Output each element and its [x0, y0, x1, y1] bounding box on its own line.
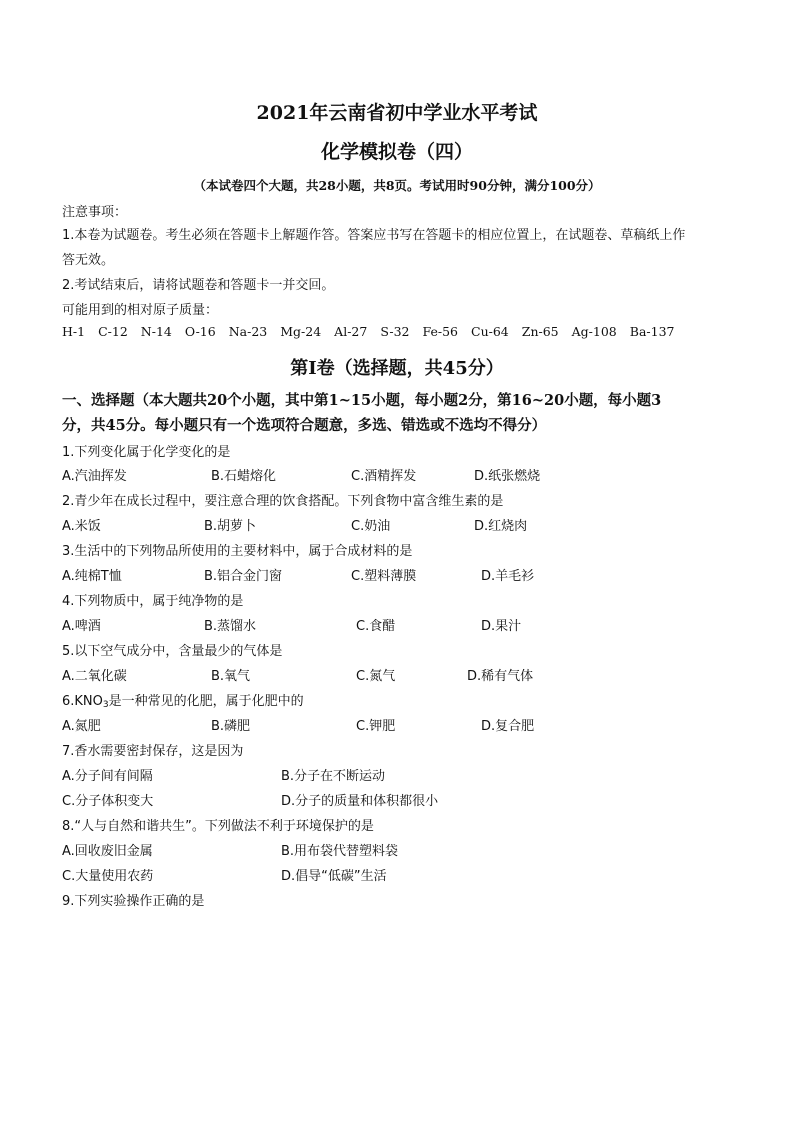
question-1-option-c: C.酒精挥发 — [351, 469, 417, 484]
question-1-option-d: D.纸张燃烧 — [474, 469, 541, 484]
question-6-option-c: C.钾肥 — [356, 719, 396, 734]
note-1-line-1: 1.本卷为试题卷。考生必须在答题卡上解题作答。答案应书写在答题卡的相应位置上，在试题卷、草稿纸上作 — [62, 228, 686, 243]
question-6-stem-formula: 6.KNO — [62, 694, 103, 709]
question-8-option-d: D.倡导“低碳”生活 — [281, 869, 387, 884]
question-8-option-a: A.回收废旧金属 — [62, 844, 153, 859]
question-2-option-c: C.奶油 — [351, 519, 391, 534]
mass-item: Zn-65 — [521, 324, 559, 339]
section-1-instructions-line-1: 一、选择题（本大题共20个小题，其中第1~15小题，每小题2分，第16~20小题，每小题3 — [62, 392, 662, 409]
question-2-stem: 2.青少年在成长过程中，要注意合理的饮食搭配。下列食物中富含维生素的是 — [62, 494, 504, 509]
question-5-option-a: A.二氧化碳 — [62, 669, 127, 684]
question-7-option-d: D.分子的质量和体积都很小 — [281, 794, 439, 809]
question-6-option-b: B.磷肥 — [211, 719, 251, 734]
question-4-option-d: D.果汁 — [481, 619, 522, 634]
notes-heading: 注意事项： — [62, 205, 128, 220]
question-7-stem: 7.香水需要密封保存，这是因为 — [62, 744, 244, 759]
mass-item: O-16 — [184, 324, 216, 339]
note-1-line-2: 答无效。 — [62, 253, 115, 268]
question-5-option-b: B.氧气 — [211, 669, 251, 684]
question-9-stem: 9.下列实验操作正确的是 — [62, 894, 205, 909]
question-8-option-c: C.大量使用农药 — [62, 869, 154, 884]
question-3-option-b: B.铝合金门窗 — [204, 569, 283, 584]
mass-item: C-12 — [98, 324, 128, 339]
mass-item: Ag-108 — [571, 324, 617, 339]
question-1-option-a: A.汽油挥发 — [62, 469, 127, 484]
question-5-option-c: C.氮气 — [356, 669, 396, 684]
atomic-masses — [62, 324, 688, 339]
question-8-option-b: B.用布袋代替塑料袋 — [281, 844, 399, 859]
question-5-stem: 5.以下空气成分中，含量最少的气体是 — [62, 644, 283, 659]
question-3-option-d: D.羊毛衫 — [481, 569, 535, 584]
question-5-option-d: D.稀有气体 — [467, 669, 534, 684]
question-6-option-a: A.氮肥 — [62, 719, 101, 734]
question-3-option-a: A.纯棉T恤 — [62, 569, 122, 584]
question-6-stem-subscript: 3 — [102, 700, 109, 710]
question-7-option-a: A.分子间有间隔 — [62, 769, 153, 784]
section-1-instructions-line-2: 分，共45分。每小题只有一个选项符合题意，多选、错选或不选均不得分） — [62, 417, 547, 434]
mass-item: Al-27 — [334, 324, 368, 339]
mass-item: Mg-24 — [280, 324, 322, 339]
question-7-option-b: B.分子在不断运动 — [281, 769, 386, 784]
exam-info: （本试卷四个大题，共28小题，共8页。考试用时90分钟，满分100分） — [193, 178, 601, 193]
part-1-title: 第Ⅰ卷（选择题，共45分） — [290, 358, 504, 379]
exam-subtitle: 化学模拟卷（四） — [320, 141, 473, 163]
question-1-option-b: B.石蜡熔化 — [211, 469, 277, 484]
question-1-stem: 1.下列变化属于化学变化的是 — [62, 445, 231, 460]
mass-item: Ba-137 — [629, 324, 675, 339]
question-4-option-c: C.食醋 — [356, 619, 396, 634]
question-2-option-d: D.红烧肉 — [474, 519, 528, 534]
mass-item: Cu-64 — [471, 324, 509, 339]
question-4-stem: 4.下列物质中，属于纯净物的是 — [62, 594, 244, 609]
question-4-option-b: B.蒸馏水 — [204, 619, 257, 634]
exam-title: 2021年云南省初中学业水平考试 — [256, 102, 538, 124]
question-2-option-a: A.米饭 — [62, 519, 101, 534]
question-6-option-d: D.复合肥 — [481, 719, 535, 734]
mass-item: S-32 — [380, 324, 410, 339]
mass-item: H-1 — [62, 324, 86, 339]
mass-item: N-14 — [140, 324, 172, 339]
question-6-stem — [62, 690, 304, 710]
masses-label: 可能用到的相对原子质量： — [62, 303, 219, 318]
question-4-option-a: A.啤酒 — [62, 619, 101, 634]
note-2: 2.考试结束后，请将试题卷和答题卡一并交回。 — [62, 278, 335, 293]
question-6-stem-text: 是一种常见的化肥，属于化肥中的 — [108, 694, 304, 709]
question-8-stem: 8.“人与自然和谐共生”。下列做法不利于环境保护的是 — [62, 819, 374, 834]
question-3-stem: 3.生活中的下列物品所使用的主要材料中，属于合成材料的是 — [62, 544, 413, 559]
question-2-option-b: B.胡萝卜 — [204, 519, 257, 534]
question-3-option-c: C.塑料薄膜 — [351, 569, 417, 584]
mass-item: Fe-56 — [422, 324, 459, 339]
mass-item: Na-23 — [228, 324, 268, 339]
question-7-option-c: C.分子体积变大 — [62, 794, 154, 809]
